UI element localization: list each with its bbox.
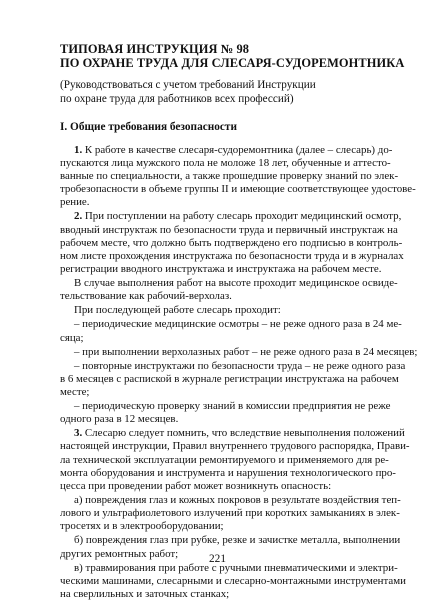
paragraph xyxy=(60,304,400,317)
paragraph-line xyxy=(60,494,400,507)
paragraph-text: а) повреждения глаз и кожных покровов в результате воздействия теп- xyxy=(74,494,401,507)
paragraph-line xyxy=(60,440,410,453)
subtitle-line: по охране труда для работников всех профессий) xyxy=(60,92,294,105)
paragraph-text: вводный инструктаж по безопасности труда и первичный инструктаж на xyxy=(60,223,398,236)
paragraph xyxy=(60,210,404,276)
paragraph-line xyxy=(60,210,400,223)
paragraph-line xyxy=(60,318,400,331)
paragraph-text: регистрации вводного инструктажа и инструктажа на рабочем месте. xyxy=(60,263,382,276)
paragraph-text: – при выполнении верхолазных работ – не реже одного раза в 24 месяцев; xyxy=(74,345,418,358)
paragraph xyxy=(60,277,400,303)
subtitle-line: (Руководствоваться с учетом требований Инструкции xyxy=(60,79,316,91)
paragraph-number: 2. xyxy=(74,210,83,223)
paragraph-line xyxy=(60,386,400,399)
paragraph-line xyxy=(60,224,400,237)
paragraph-text: в) травмирования при работе с ручными пневматическими и электри- xyxy=(74,561,398,574)
paragraph-line xyxy=(60,373,400,386)
paragraph-text: б) повреждения глаз при рубке, резке и зачистке металла, выполнении xyxy=(74,534,401,547)
paragraph-line xyxy=(60,277,400,290)
paragraph-number: 3. xyxy=(74,427,83,440)
paragraph-line xyxy=(60,236,403,250)
paragraph-text: – периодическую проверку знаний в комиссии предприятия не реже xyxy=(74,400,391,413)
paragraph xyxy=(60,143,416,210)
paragraph-line xyxy=(60,588,400,601)
paragraph-text: ческими машинами, слесарными и слесарно-монтажными инструментами xyxy=(60,574,406,587)
paragraph-line xyxy=(60,574,406,588)
paragraph-line xyxy=(60,413,400,426)
paragraph xyxy=(60,494,400,534)
paragraph-line xyxy=(60,345,418,359)
paragraph-line xyxy=(60,332,400,345)
paragraph-text: тробезопасности в объеме группы II и имеющие соответствующее удостове- xyxy=(60,183,416,196)
paragraph-line xyxy=(60,304,400,317)
paragraph-text: месте; xyxy=(60,386,90,399)
document-subtitle xyxy=(60,79,400,107)
paragraph xyxy=(60,318,400,344)
document-content xyxy=(60,42,418,602)
paragraph-text: пускаются лица мужского пола не моложе 18 лет, обученные и аттесто- xyxy=(60,156,391,169)
paragraph-text: рение. xyxy=(60,196,90,209)
paragraph-text: на сверлильных и заточных станках; xyxy=(60,588,230,601)
paragraph-number: 1. xyxy=(74,143,83,156)
title-line: ТИПОВАЯ ИНСТРУКЦИЯ № 98 xyxy=(60,42,250,56)
paragraph-text: ванные по специальности, а также прошедшие проверку знаний по элек- xyxy=(60,170,399,182)
document-body xyxy=(60,143,418,602)
paragraph-line xyxy=(60,183,416,196)
paragraph-line xyxy=(60,263,400,276)
paragraph-text: в 6 месяцев с распиской в журнале регистрации инструктажа на рабочем xyxy=(60,372,399,385)
paragraph-text: При последующей работе слесарь проходит: xyxy=(74,304,281,317)
paragraph xyxy=(60,345,418,359)
paragraph-text: настоящей инструкции, Правил внутреннего трудового распорядка, Прави- xyxy=(60,440,410,453)
paragraph-text: монта оборудования и инструмента и нарушения технологического про- xyxy=(60,466,396,479)
paragraph-text: – периодические медицинские осмотры – не реже одного раза в 24 ме- xyxy=(74,318,402,331)
paragraph-text: К работе в качестве слесаря-судоремонтника (далее – слесарь) до- xyxy=(82,143,393,156)
paragraph xyxy=(60,427,410,493)
paragraph-line xyxy=(60,480,400,493)
paragraph-line xyxy=(60,250,404,263)
paragraph xyxy=(60,359,406,400)
paragraph-text: При поступлении на работу слесарь проходит медицинский осмотр, xyxy=(82,210,402,223)
paragraph-line xyxy=(60,454,400,467)
paragraph-line xyxy=(60,157,400,170)
title-line: ПО ОХРАНЕ ТРУДА ДЛЯ СЛЕСАРЯ-СУДОРЕМОНТНИКА xyxy=(60,56,405,70)
paragraph-text: одного раза в 12 месяцев. xyxy=(60,413,179,426)
paragraph-text: лового и ультрафиолетового излучений при коротких замыканиях в элек- xyxy=(60,507,400,520)
paragraph-line xyxy=(60,170,400,183)
paragraph-line xyxy=(60,520,400,533)
paragraph-text: цесса при проведении работ может возникнуть опасность: xyxy=(60,480,332,493)
paragraph-text: Слесарю следует помнить, что вследствие невыполнения положений xyxy=(82,427,405,440)
paragraph-text: тельствование как рабочий-верхолаз. xyxy=(60,290,232,303)
paragraph-text: В случае выполнения работ на высоте проходит медицинское освиде- xyxy=(74,277,398,290)
paragraph-line xyxy=(60,400,400,413)
paragraph-text: ном листе прохождения инструктажа по безопасности труда и в журналах xyxy=(60,250,404,263)
paragraph-text: тросетях и в электрооборудовании; xyxy=(60,520,224,533)
paragraph xyxy=(60,400,400,426)
paragraph-line xyxy=(60,290,400,303)
section-heading: I. Общие требования безопасности xyxy=(60,120,237,133)
document-title xyxy=(60,42,405,70)
paragraph-text: ла технической эксплуатации ремонтируемого и применяемого для ре- xyxy=(60,453,389,466)
paragraph-text: сяца; xyxy=(60,331,84,344)
paragraph xyxy=(60,561,406,602)
paragraph-line xyxy=(60,467,400,480)
paragraph-line xyxy=(60,359,406,373)
paragraph-line xyxy=(60,196,400,209)
paragraph-text: других ремонтных работ; xyxy=(60,547,179,560)
paragraph-line xyxy=(60,144,400,157)
paragraph-line xyxy=(60,534,400,547)
page-number: 221 xyxy=(209,553,226,565)
paragraph-line xyxy=(60,427,405,440)
paragraph-text: – повторные инструктажи по безопасности труда – не реже одного раза xyxy=(74,359,406,372)
paragraph-text: рабочем месте, что должно быть подтверждено его подписью в контроль- xyxy=(60,236,403,249)
paragraph-line xyxy=(60,507,400,520)
